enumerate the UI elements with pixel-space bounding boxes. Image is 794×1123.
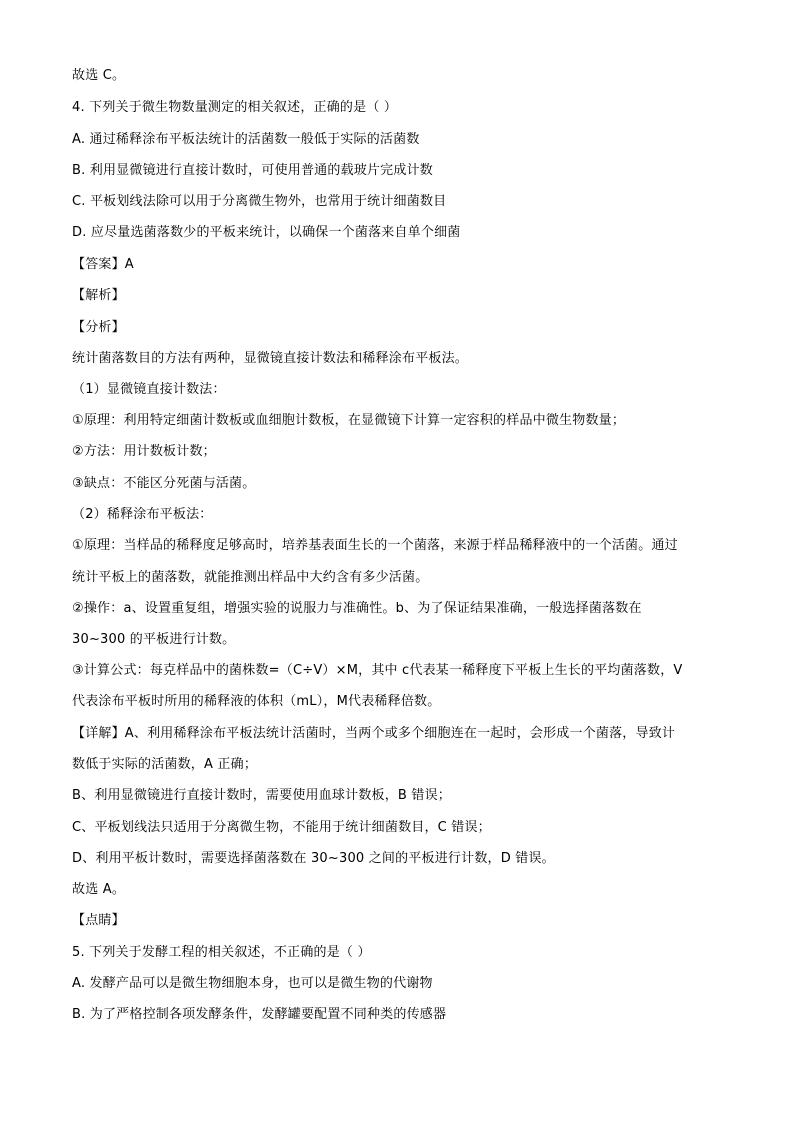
method-2-title: （2）稀释涂布平板法： xyxy=(72,507,213,522)
detail-b: B、利用显微镜进行直接计数时，需要使用血球计数板，B 错误； xyxy=(72,788,451,803)
method-2-principle-cont: 统计平板上的菌落数，就能推测出样品中大约含有多少活菌。 xyxy=(72,570,429,585)
conclusion-q4: 故选 A。 xyxy=(72,882,126,897)
question-4-option-c: C. 平板划线法除可以用于分离微生物外，也常用于统计细菌数目 xyxy=(72,194,447,209)
method-2-operation-cont: 30~300 的平板进行计数。 xyxy=(72,632,236,647)
method-1-drawback: ③缺点：不能区分死菌与活菌。 xyxy=(72,476,256,491)
analysis-heading: 【解析】 xyxy=(72,288,125,303)
detail-d: D、利用平板计数时，需要选择菌落数在 30~300 之间的平板进行计数，D 错误。 xyxy=(72,851,555,866)
analysis-subheading: 【分析】 xyxy=(72,320,125,335)
detail-a: 【详解】A、利用稀释涂布平板法统计活菌时，当两个或多个细胞连在一起时，会形成一个菌落，导致计 xyxy=(72,726,676,741)
detail-a-cont: 数低于实际的活菌数，A 正确； xyxy=(72,757,258,772)
method-2-principle: ①原理：当样品的稀释度足够高时，培养基表面生长的一个菌落，来源于样品稀释液中的一个活菌。通过 xyxy=(72,538,678,553)
conclusion-prev: 故选 C。 xyxy=(72,68,126,83)
detail-c: C、平板划线法只适用于分离微生物，不能用于统计细菌数目，C 错误； xyxy=(72,820,491,835)
question-5-option-b: B. 为了严格控制各项发酵条件，发酵罐要配置不同种类的传感器 xyxy=(72,1007,447,1022)
question-5-stem: 5. 下列关于发酵工程的相关叙述，不正确的是（ ） xyxy=(72,945,371,960)
question-4-stem: 4. 下列关于微生物数量测定的相关叙述，正确的是（ ） xyxy=(72,100,398,115)
method-2-formula: ③计算公式：每克样品中的菌株数=（C÷V）×M，其中 c代表某一稀释度下平板上生长的平均菌落数，V xyxy=(72,663,683,678)
question-4-option-d: D. 应尽量选菌落数少的平板来统计，以确保一个菌落来自单个细菌 xyxy=(72,225,461,240)
method-2-operation: ②操作：a、设置重复组，增强实验的说服力与准确性。b、为了保证结果准确，一般选择菌落数在 xyxy=(72,601,642,616)
analysis-intro: 统计菌落数目的方法有两种，显微镜直接计数法和稀释涂布平板法。 xyxy=(72,351,469,366)
method-1-approach: ②方法：用计数板计数； xyxy=(72,444,216,459)
method-1-title: （1）显微镜直接计数法： xyxy=(72,382,226,397)
answer-label: 【答案】A xyxy=(72,257,134,272)
question-4-option-a: A. 通过稀释涂布平板法统计的活菌数一般低于实际的活菌数 xyxy=(72,132,420,147)
question-5-option-a: A. 发酵产品可以是微生物细胞本身，也可以是微生物的代谢物 xyxy=(72,976,433,991)
comment-heading: 【点睛】 xyxy=(72,913,125,928)
method-1-principle: ①原理：利用特定细菌计数板或血细胞计数板，在显微镜下计算一定容积的样品中微生物数量； xyxy=(72,413,626,428)
question-4-option-b: B. 利用显微镜进行直接计数时，可使用普通的载玻片完成计数 xyxy=(72,163,433,178)
method-2-formula-cont: 代表涂布平板时所用的稀释液的体积（mL），M代表稀释倍数。 xyxy=(72,694,441,709)
